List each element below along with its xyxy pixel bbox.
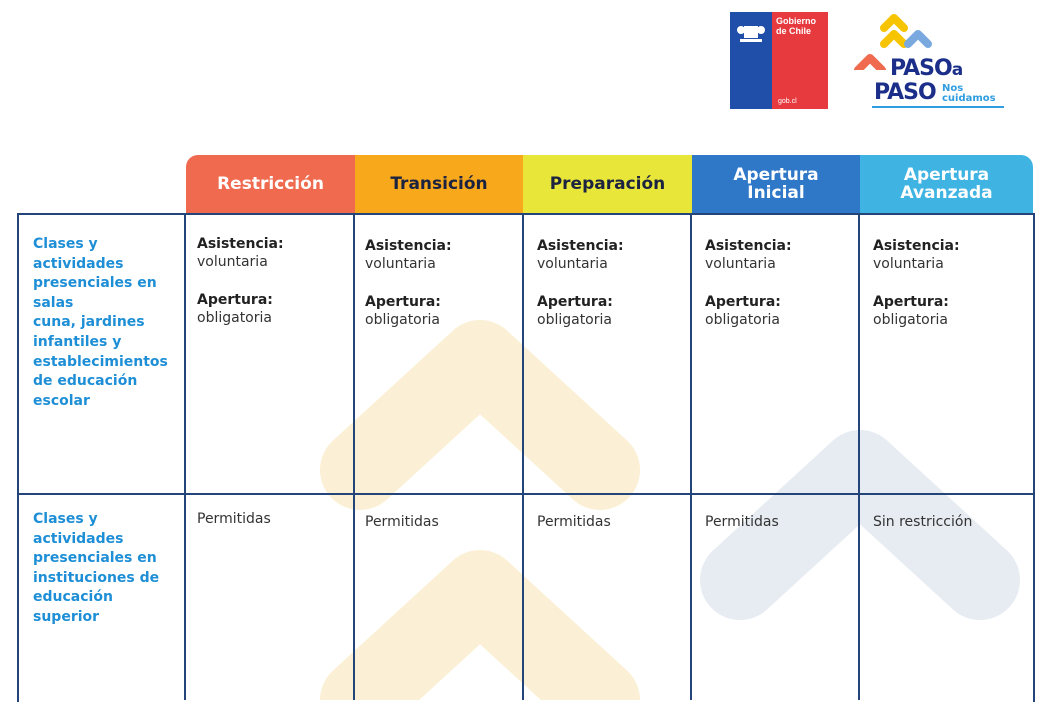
gobierno-de-chile-logo	[730, 12, 828, 109]
chile-crest-icon	[736, 20, 766, 44]
apertura-value: obligatoria	[873, 312, 948, 328]
apertura-label: Apertura:	[365, 294, 441, 310]
cell-transicion-superior: Permitidas	[365, 514, 439, 530]
header-label: Apertura Inicial	[733, 165, 819, 203]
header-transicion	[355, 155, 523, 213]
asistencia-label: Asistencia:	[873, 238, 960, 254]
logo-blue-band	[730, 12, 772, 109]
paso-underline	[872, 106, 1004, 108]
gobierno-title: Gobierno de Chile	[776, 16, 816, 36]
apertura-value: obligatoria	[537, 312, 612, 328]
header-label: Preparación	[549, 174, 666, 194]
phase-table	[17, 155, 1033, 700]
cell-preparacion-superior: Permitidas	[537, 514, 611, 530]
column-divider	[522, 213, 524, 700]
paso-a-paso-logo	[850, 10, 1010, 110]
asistencia-label: Asistencia:	[197, 236, 284, 252]
apertura-value: obligatoria	[197, 310, 272, 326]
apertura-label: Apertura:	[197, 292, 273, 308]
asistencia-label: Asistencia:	[537, 238, 624, 254]
header-apertura-inicial	[692, 155, 860, 213]
asistencia-label: Asistencia:	[365, 238, 452, 254]
header-label: Restricción	[217, 174, 324, 194]
cell-apertura-inicial-escolar	[705, 237, 792, 329]
cell-apertura-avanzada-escolar	[873, 237, 960, 329]
header-apertura-avanzada	[860, 155, 1033, 213]
asistencia-value: voluntaria	[197, 254, 268, 270]
apertura-value: obligatoria	[365, 312, 440, 328]
paso-a: a	[951, 60, 963, 80]
column-divider	[858, 213, 860, 700]
paso-line1	[890, 56, 962, 81]
row-label-educacion-escolar: Clases y actividades presenciales en salas cuna, jardines infantiles y establecimientos de educación escolar	[33, 236, 168, 409]
paso-word-1: PASO	[890, 56, 952, 81]
cell-apertura-inicial-superior: Permitidas	[705, 514, 779, 530]
paso-sub1: Nos	[942, 83, 964, 94]
paso-sub2: cuidamos	[942, 93, 996, 104]
column-divider	[353, 213, 355, 700]
paso-line2: PASO	[874, 80, 936, 105]
apertura-value: obligatoria	[705, 312, 780, 328]
header-label: Apertura Avanzada	[900, 165, 993, 203]
asistencia-value: voluntaria	[873, 256, 944, 272]
asistencia-value: voluntaria	[705, 256, 776, 272]
asistencia-value: voluntaria	[537, 256, 608, 272]
apertura-label: Apertura:	[537, 294, 613, 310]
cell-preparacion-escolar	[537, 237, 624, 329]
cell-transicion-escolar	[365, 237, 452, 329]
row-divider	[17, 493, 1033, 495]
apertura-label: Apertura:	[873, 294, 949, 310]
cell-restriccion-superior: Permitidas	[197, 511, 271, 527]
header-preparacion	[523, 155, 692, 213]
header-restriccion	[186, 155, 355, 213]
apertura-label: Apertura:	[705, 294, 781, 310]
column-divider	[690, 213, 692, 700]
asistencia-label: Asistencia:	[705, 238, 792, 254]
header-label: Transición	[390, 174, 488, 194]
gobierno-url: gob.cl	[778, 98, 797, 105]
asistencia-value: voluntaria	[365, 256, 436, 272]
logo-red-band	[772, 12, 828, 109]
paso-subtitle	[942, 84, 996, 104]
column-divider	[184, 213, 186, 700]
row-label-educacion-superior: Clases y actividades presenciales en instituciones de educación superior	[33, 511, 160, 625]
cell-restriccion-escolar	[197, 235, 284, 327]
cell-apertura-avanzada-superior: Sin restricción	[873, 514, 973, 530]
